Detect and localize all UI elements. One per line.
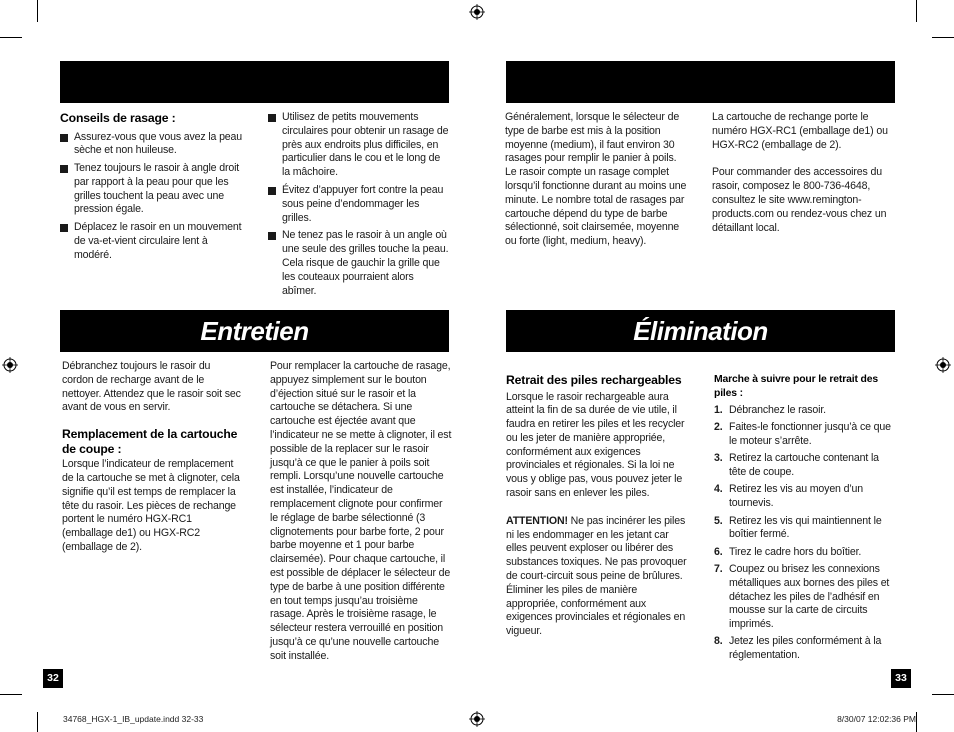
crop-mark xyxy=(0,694,22,695)
crop-mark xyxy=(0,37,22,38)
shaving-tips-heading: Conseils de rasage : xyxy=(60,111,176,125)
shaving-tips-column-2 xyxy=(268,111,450,302)
list-item: 2. Faites-le fonctionner jusqu’à ce que le moteur s’arrête. xyxy=(714,421,891,448)
elimination-column-1 xyxy=(506,373,690,639)
entretien-body: Pour remplacer la cartouche de rasage, appuyez simplement sur le bouton d’éjection situé sur le rasoir et la cartouche se détachera. Si une cartouche est éjectée avant que l’indicateur ne se mette à clignoter, il est possible de la replacer sur le rasoir jusqu’à ce que le panier à poils soit rempli. Lorsqu’une nouvelle cartouche est installée, l’indicateur de remplacement clignote pour confirmer le réglage de barbe sélectionné (3 clignotements pour barbe forte, 2 pour barbe moyenne et 1 pour barbe clairsemée). Pour chaque cartouche, il est possible de déplacer le sélecteur de type de barbe à une position différente en tout temps jusqu’au troisième rasage. Après le troisième rasage, le sélecteur restera verrouillé en position jusqu’à ce qu’une nouvelle cartouche soit installée. xyxy=(270,360,452,662)
list-item: Déplacez le rasoir en un mouvement de va-et-vient circulaire lent à modéré. xyxy=(60,221,244,262)
shaving-tips-column-1 xyxy=(60,111,244,267)
entretien-title: Entretien xyxy=(60,310,449,352)
print-timestamp: 8/30/07 12:02:36 PM xyxy=(837,714,916,724)
list-item: 8. Jetez les piles conformément à la réglementation. xyxy=(714,635,882,662)
crop-mark xyxy=(916,0,917,22)
bullet-square-icon xyxy=(268,187,276,195)
elimination-title: Élimination xyxy=(506,310,895,352)
replacement-cartridge-text: La cartouche de rechange porte le numéro HGX-RC1 (emballage de1) ou HGX-RC2 (emballage de 2). xyxy=(712,111,888,151)
crop-mark xyxy=(37,0,38,22)
bullet-square-icon xyxy=(60,224,68,232)
bullet-square-icon xyxy=(60,134,68,142)
top-banner-left xyxy=(60,61,449,103)
registration-mark-icon xyxy=(469,4,485,20)
right-top-column-2 xyxy=(712,111,892,235)
crop-mark xyxy=(932,37,954,38)
battery-removal-heading: Retrait des piles rechargeables xyxy=(506,373,682,387)
list-item: Tenez toujours le rasoir à angle droit par rapport à la peau pour que les grilles touchent la peau avec une pression égale. xyxy=(60,162,244,217)
top-banner-right xyxy=(506,61,895,103)
bullet-square-icon xyxy=(268,114,276,122)
page-number-right: 33 xyxy=(891,669,911,688)
attention-text: Ne pas incinérer les piles ni les endommager en les jetant car elles peuvent exploser ou libérer des substances toxiques. Ne pas provoquer de court-circuit sous peine de brûlures. Éliminer les piles de manière appropriée, conformément aux exigences provinciales et régionales en vigueur. xyxy=(506,514,687,638)
list-item: 7. Coupez ou brisez les connexions métalliques aux bornes des piles et détachez les piles de l’adhésif en mousse sur la carte de circuits imprimés. xyxy=(714,562,890,631)
list-item: 5. Retirez les vis qui maintiennent le boîtier fermé. xyxy=(714,514,882,541)
crop-mark xyxy=(916,712,917,732)
bullet-square-icon xyxy=(60,165,68,173)
attention-paragraph xyxy=(506,515,690,639)
cartridge-replacement-heading: Remplacement de la cartouche de coupe : xyxy=(62,427,238,456)
list-item: 6. Tirez le cadre hors du boîtier. xyxy=(714,545,862,558)
right-top-column-1 xyxy=(505,111,689,249)
shave-count-text: Généralement, lorsque le sélecteur de type de barbe est mis à la position moyenne (medium), il faut environ 30 rasages pour remplir le panier à poils. Le rasoir compte un rasage complet lorsqu’il fonctionne durant au moins une minute. Le nombre total de rasages par cartouche dépend du type de barbe sélectionné, soit clairsemée, moyenne ou forte (light, medium, heavy). xyxy=(505,111,687,248)
registration-mark-icon xyxy=(2,357,18,373)
entretien-intro: Débranchez toujours le rasoir du cordon de recharge avant de le nettoyer. Attendez que le rasoir soit sec avant de vous en servir. xyxy=(62,360,241,414)
battery-removal-text: Lorsque le rasoir rechargeable aura atteint la fin de sa durée de vie utile, il faudra en retirer les piles et les recycler ou les jeter de manière appropriée, conformément aux exigences provinciales et régionales. Si la loi ne vous y oblige pas, vous pouvez jeter le rasoir sans en enlever les piles. xyxy=(506,390,685,500)
list-item: Ne tenez pas le rasoir à un angle où une seule des grilles touche la peau. Cela risque de gauchir la grille que les couteaux pourraient alors abîmer. xyxy=(268,229,450,298)
entretien-column-2 xyxy=(270,360,452,664)
file-slug: 34768_HGX-1_IB_update.indd 32-33 xyxy=(63,714,204,724)
bullet-square-icon xyxy=(268,232,276,240)
elimination-column-2 xyxy=(714,373,894,667)
list-item: Utilisez de petits mouvements circulaires pour obtenir un rasage de près aux endroits plus difficiles, en particulier dans le cou et le long de la mâchoire. xyxy=(268,111,450,180)
crop-mark xyxy=(37,712,38,732)
list-item: 3. Retirez la cartouche contenant la tête de coupe. xyxy=(714,452,879,479)
list-item: 1. Débranchez le rasoir. xyxy=(714,404,826,416)
accessories-order-text: Pour commander des accessoires du rasoir, composez le 800-736-4648, consultez le site www.remington-products.com ou rendez-vous chez un détaillant local. xyxy=(712,166,887,234)
cartridge-replacement-text: Lorsque l’indicateur de remplacement de la cartouche se met à clignoter, cela signifie qu’il est temps de remplacer la tête du rasoir. Les pièces de rechange portent le numéro HGX-RC1 (emballage de1) ou HGX-RC2 (emballage de 2). xyxy=(62,458,240,553)
list-item: 4. Retirez les vis au moyen d’un tournevis. xyxy=(714,483,864,510)
registration-mark-icon xyxy=(469,711,485,727)
page-number-left: 32 xyxy=(43,669,63,688)
entretien-column-1 xyxy=(62,360,244,555)
registration-mark-icon xyxy=(935,357,951,373)
list-item: Assurez-vous que vous avez la peau sèche et non huileuse. xyxy=(60,131,244,159)
removal-steps-heading: Marche à suivre pour le retrait des piles : xyxy=(714,374,878,399)
list-item: Évitez d’appuyer fort contre la peau sous peine d’endommager les grilles. xyxy=(268,184,450,225)
attention-label: ATTENTION! xyxy=(506,514,568,527)
crop-mark xyxy=(932,694,954,695)
